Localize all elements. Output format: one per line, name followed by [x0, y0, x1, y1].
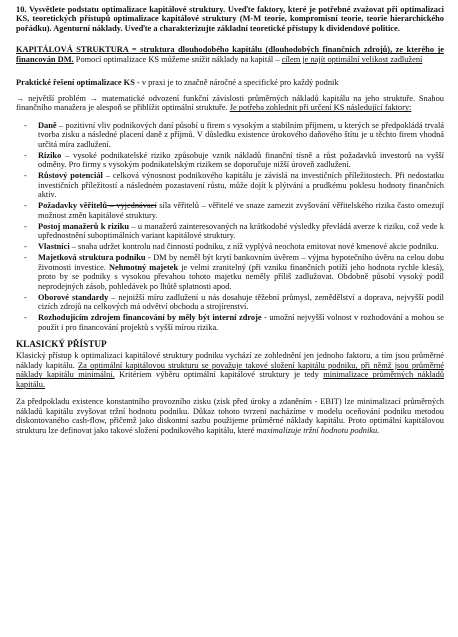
factor-item-rustovy-potencial: - Růstový potenciál – celková výnosnost podnikového kapitálu je závislá na investičních příležitostech. Při nedostatku investičních příležitostí a následném pozastavení růstu, může dojít k plýtvání a prudkému poklesu hodnoty finančních aktiv.: [24, 171, 444, 200]
factor-strikethrough: – vyjednávací: [107, 201, 157, 211]
factor-text: – vysoké podnikatelské riziko způsobuje vznik nákladů finanční tísně a růst požadavků investorů na vyšší odměny. Pro firmy s vysokým podnikatelským rizikem se doporučuje nižší úroveň zadlužení.: [38, 150, 444, 170]
klasicky-italic-conclusion: maximalizuje tržní hodnotu podniku.: [256, 425, 380, 435]
factor-title: Růstový potenciál: [38, 171, 103, 181]
factor-text: – u manažerů zainteresovaných na krátkodobé výsledky převládá averze k riziku, což vede k upřednostnění suboptimálních variant kapitálové struktury.: [38, 221, 444, 241]
factor-title: Riziko: [38, 150, 62, 160]
kapitalova-struktura-text: Pomocí optimalizace KS můžeme snížit náklady na kapitál –: [73, 54, 282, 64]
klasicky-pristup-paragraph-2: Za předpokladu existence konstantního provozního zisku (zisk před úroky a zdaněním - EBIT) lze minimalizací průměrných nákladů kapitálu zvyšovat tržní hodnotu podniku. Důkaz tohoto tvrzení nacházíme v modelu oceňování podniku metodou diskontovaného cash-flow, přičemž jako diskontní sazbu použijeme průměrné náklady kapitálu. Proto optimální kapitálovou strukturu lze definovat jako takové složení podnikového kapitálu, které maximalizuje tržní hodnotu podniku.: [16, 397, 444, 435]
question-heading: [16, 5, 444, 33]
factor-title: Daně: [38, 120, 57, 130]
factor-text: - umožní nejvyšší volnost v rozhodování a mohou se použít i pro financování projektů s vyšší mírou rizika.: [38, 313, 444, 332]
factor-text: – nejnižší míru zadlužení u nás dosahuje těžební průmysl, zemědělství a doprava, nejvyšší podíl cizích zdrojů na celkových má odvětví obchodu a strojírenství.: [38, 292, 444, 312]
factors-intro-text: → největší problém → matematické odvození funkční závislosti průměrných nákladů kapitálu na jeho struktuře. Snahou finančního manažera je alespoň se přiblížit optimální struktuře.: [16, 93, 444, 113]
question-number: 10.: [16, 5, 27, 14]
factor-title: Oborové standardy: [38, 292, 109, 302]
factor-title: Majetková struktura podniku: [38, 253, 146, 263]
factor-item-pozadavky-veritelu: - Požadavky věřitelů – vyjednávací síla věřitelů – věřitelé ve snaze zamezit zvyšování věřitelského rizika často omezují možnost změn kapitálové struktury.: [24, 201, 445, 220]
factor-text: je velmi zranitelný (při vzniku finančních potíží jeho hodnota rychle klesá), proto by se podniky s vysokou převahou tohoto majetku neměly příliš zadlužovat. Obdobně působí vysoký podíl neprodejných zásob, pohledávek po lhůtě splatnosti apod.: [38, 262, 444, 291]
factor-text: - DM by neměl být krytí bankovním úvěrem – výjma hypotečního úvěru na celou dobu životnosti investice.: [38, 253, 444, 272]
factor-text: – pozitivní vliv podnikových daní působí u firem s vysokým a stabilním příjmem, u kterých se předpokládá trvalá tvorba zisku a následné placení daně z příjmů. V důsledku existence úrokového daňového štítu je u těchto firem vhodná určitá míra zadlužení.: [38, 120, 444, 149]
factors-intro-underlined: Je potřeba zohlednit při určení KS následující faktory:: [229, 103, 412, 113]
klasicky-pristup-heading: KLASICKÝ PŘÍSTUP: [16, 339, 107, 350]
prakticke-reseni-heading: [16, 78, 444, 87]
klasicky-underlined-criterion: minimalizace průměrných nákladů kapitálu.: [16, 370, 445, 389]
question-text: Vysvětlete podstatu optimalizace kapitálové struktury. Uveďte faktory, které je potřebné zvažovat při optimalizaci KS, teoretických přístupů optimalizace kapitálové struktury (M-M teorie, kompromisní teorie, teorie hierarchického pořádku). Agenturní náklady. Uveďte a charakterizujte základní teoretické přístupy k dividendové politice.: [16, 5, 444, 33]
prakticke-reseni-text: - v praxi je to značně náročné a specifické pro každý podnik: [134, 78, 339, 88]
factor-item-oborove-standardy: - Oborové standardy – nejnižší míru zadlužení u nás dosahuje těžební průmysl, zemědělství a doprava, nejvyšší podíl cizích zdrojů na celkových má odvětví obchodu a strojírenství.: [24, 292, 444, 312]
factor-item-majetkova-struktura: - Majetková struktura podniku - DM by neměl být krytí bankovním úvěrem – výjma hypotečního úvěru na celou dobu životnosti investice. Nehmotný majetek je velmi zranitelný (při vzniku finančních potíží jeho hodnota rychle klesá), proto by se podniky s vysokou převahou tohoto majetku neměly příliš zadlužovat. Obdobně působí vysoký podíl neprodejných zásob, pohledávek po lhůtě splatnosti apod.: [24, 253, 444, 291]
kapitalova-struktura-goal: cílem je najít optimální velikost zadlužení: [281, 54, 423, 64]
klasicky-pristup-paragraph-1: Klasický přístup k optimalizaci kapitálové struktury podniku vychází ze zohlednění jen jednoho faktoru, a tím jsou průměrné náklady kapitálu. Za optimální kapitálovou strukturu se považuje takové složení kapitálu podniku, při němž jsou průměrné náklady kapitálu minimální. Kritériem výběru optimální kapitálové struktury je tedy minimalizace průměrných nákladů kapitálu.: [16, 351, 445, 389]
klasicky-underlined-definition: Za optimální kapitálovou strukturu se považuje takové složení kapitálu podniku, při němž jsou průměrné náklady kapitálu minimální.: [16, 360, 444, 380]
factor-item-riziko: - Riziko – vysoké podnikatelské riziko způsobuje vznik nákladů finanční tísně a růst požadavků investorů na vyšší odměny. Pro firmy s vysokým podnikatelským rizikem se doporučuje nižší úroveň zadlužení.: [24, 150, 444, 170]
factor-item-dane: - Daně – pozitivní vliv podnikových daní působí u firem s vysokým a stabilním příjmem, u kterých se předpokládá trvalá tvorba zisku a následné placení daně z příjmů. V důsledku existence úrokového daňového štítu je u těchto firem vhodná určitá míra zadlužení.: [24, 120, 444, 149]
factor-item-vlastnici: - Vlastníci – snaha udržet kontrolu nad činností podniku, z níž vyplývá neochota emitovat nové kmenové akcie podniku.: [24, 242, 439, 252]
kapitalova-struktura-definition: [16, 45, 444, 64]
factor-subtitle: Nehmotný majetek: [109, 262, 179, 272]
factor-item-interni-zdroje: - Rozhodujícím zdrojem financování by měly být interní zdroje - umožní nejvyšší volnost v rozhodování a mohou se použít i pro financování projektů s vyšší mírou rizika.: [24, 313, 444, 332]
kapitalova-struktura-term: KAPITÁLOVÁ STRUKTURA = struktura dlouhodobého kapitálu (dlouhodobých finančních zdrojů), ze kterého je financován DM.: [16, 45, 444, 64]
prakticke-reseni-title: Praktické řešení optimalizace KS: [16, 78, 135, 88]
factor-title: Postoj manažerů k riziku: [38, 221, 130, 231]
factor-item-postoj-manazeru: - Postoj manažerů k riziku – u manažerů zainteresovaných na krátkodobé výsledky převládá averze k riziku, což vede k upřednostnění suboptimálních variant kapitálové struktury.: [24, 221, 444, 241]
factor-title: Požadavky věřitelů: [38, 201, 108, 211]
factor-text: – celková výnosnost podnikového kapitálu je závislá na investičních příležitostech. Při nedostatku investičních příležitostí a následném pozastavení růstu, může dojít k plýtvání a prudkému poklesu hodnoty finančních aktiv.: [38, 171, 444, 200]
factor-text: síla věřitelů – věřitelé ve snaze zamezit zvyšování věřitelského rizika často omezují možnost změn kapitálové struktury.: [38, 201, 445, 220]
factor-title: Vlastníci: [38, 242, 70, 252]
factor-text: – snaha udržet kontrolu nad činností podniku, z níž vyplývá neochota emitovat nové kmenové akcie podniku.: [69, 242, 439, 252]
factor-title: Rozhodujícím zdrojem financování by měly být interní zdroje: [38, 313, 262, 323]
factors-intro: [16, 94, 444, 113]
factors-list: [16, 121, 444, 332]
